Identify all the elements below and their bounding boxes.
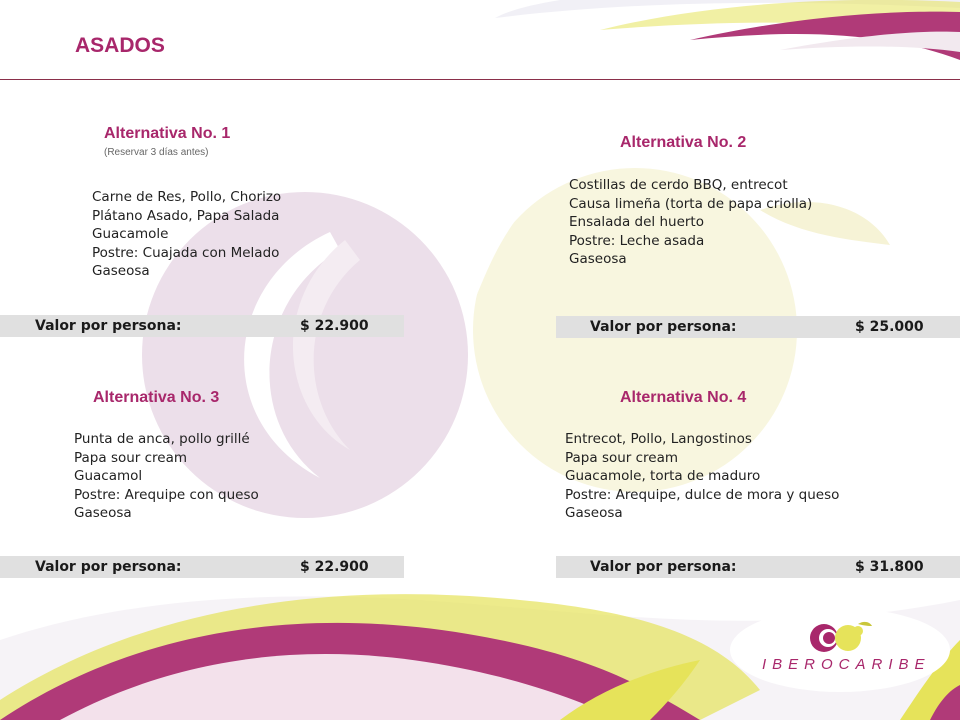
list-item: Ensalada del huerto (569, 214, 704, 230)
list-item: Punta de anca, pollo grillé (74, 431, 250, 447)
alt-3-items (74, 430, 259, 523)
alt-1-title: Alternativa No. 1 (104, 125, 231, 142)
list-item: Carne de Res, Pollo, Chorizo (92, 189, 282, 205)
price-label: Valor por persona: (35, 318, 182, 334)
alt-1-note: (Reservar 3 días antes) (104, 147, 209, 158)
price-label: Valor por persona: (35, 559, 182, 575)
list-item: Papa sour cream (565, 449, 679, 466)
alt-3-price-bar (0, 556, 404, 578)
list-item: Papa sour cream (74, 449, 188, 466)
list-item: Causa limeña (torta de papa criolla) (569, 195, 813, 212)
price-label: Valor por persona: (590, 559, 737, 575)
alt-4-items (565, 430, 839, 523)
price-value: $ 25.000 (855, 319, 924, 335)
brand-name: IBEROCARIBE (762, 656, 931, 673)
list-item: Postre: Arequipe, dulce de mora y queso (565, 486, 840, 503)
list-item: Guacamole, torta de maduro (565, 468, 761, 484)
alt-1-price-bar (0, 315, 404, 337)
list-item: Postre: Arequipe con queso (74, 486, 259, 503)
list-item: Gaseosa (74, 505, 132, 521)
alt-1-items (92, 188, 281, 281)
list-item: Postre: Cuajada con Melado (92, 244, 280, 261)
alt-2-price-bar (556, 316, 960, 338)
price-label: Valor por persona: (590, 319, 737, 335)
price-value: $ 22.900 (300, 559, 369, 575)
alt-4-price-bar (556, 556, 960, 578)
list-item: Entrecot, Pollo, Langostinos (565, 431, 752, 447)
list-item: Gaseosa (565, 505, 623, 521)
list-item: Gaseosa (569, 251, 627, 267)
price-value: $ 22.900 (300, 318, 369, 334)
list-item: Postre: Leche asada (569, 232, 705, 249)
list-item: Guacamol (74, 468, 143, 484)
title-divider (0, 79, 960, 80)
page-title: ASADOS (75, 34, 165, 57)
list-item: Gaseosa (92, 263, 150, 279)
alt-2-title: Alternativa No. 2 (620, 134, 747, 151)
list-item: Guacamole (92, 226, 169, 242)
list-item: Plátano Asado, Papa Salada (92, 207, 280, 224)
list-item: Costillas de cerdo BBQ, entrecot (569, 177, 788, 193)
alt-3-title: Alternativa No. 3 (93, 389, 220, 406)
alt-4-title: Alternativa No. 4 (620, 389, 747, 406)
alt-2-items (569, 176, 812, 269)
price-value: $ 31.800 (855, 559, 924, 575)
